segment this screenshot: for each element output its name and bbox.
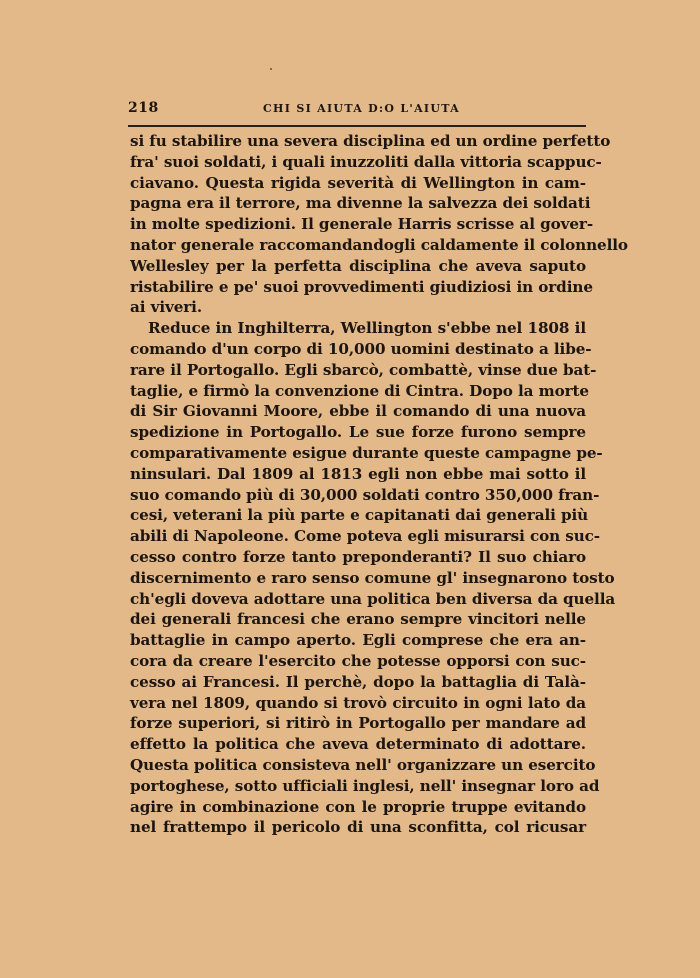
page-number: 218 [128,100,159,116]
text-line: discernimento e raro senso comune gl' insegnarono tosto [130,568,615,587]
text-line: taglie, e firmò la convenzione di Cintra. Dopo la morte [130,381,589,400]
text-line: fra' suoi soldati, i quali inuzzoliti dalla vittoria scappuc- [130,152,602,171]
text-line: effetto la politica che aveva determinato di adottare. [130,735,586,754]
text-line: cesso contro forze tanto preponderanti? Il suo chiaro [130,547,586,566]
text-line: dei generali francesi che erano sempre vincitori nelle [130,610,586,629]
text-line: nator generale raccomandandogli caldamente il colonnello [130,235,628,254]
text-line: Wellesley per la perfetta disciplina che aveva saputo [130,256,586,275]
text-line: cesi, veterani la più parte e capitanati dai generali più [130,506,589,525]
text-line: battaglie in campo aperto. Egli comprese che era an- [130,631,586,650]
text-line: vera nel 1809, quando si trovò circuito in ogni lato da [130,693,586,712]
text-line: in molte spedizioni. Il generale Harris scrisse al gover- [130,215,594,234]
text-line: comparativamente esigue durante queste campagne pe- [130,443,603,462]
text-line: pagna era il terrore, ma divenne la salvezza dei soldati [130,194,591,213]
text-line: Questa politica consisteva nell' organizzare un esercito [130,755,596,774]
body-text [130,131,628,838]
text-line: rare il Portogallo. Egli sbarcò, combattè, vinse due bat- [130,360,597,379]
text-line: cora da creare l'esercito che potesse opporsi con suc- [130,651,586,670]
text-line: forze superiori, si ritirò in Portogallo per mandare ad [130,714,586,733]
text-line: nel frattempo il pericolo di una sconfitta, col ricusar [130,818,586,837]
text-line: ristabilire e pe' suoi provvedimenti giudiziosi in ordine [130,277,593,296]
text-line: ai viveri. [130,298,203,317]
text-line: di Sir Giovanni Moore, ebbe il comando di una nuova [130,402,586,421]
text-line: ch'egli doveva adottare una politica ben diversa da quella [130,589,616,608]
page-header [128,100,586,120]
text-line: spedizione in Portogallo. Le sue forze furono sempre [130,423,586,442]
text-line: cesso ai Francesi. Il perchè, dopo la battaglia di Talà- [130,672,586,691]
paragraph-first-line: Reduce in Inghilterra, Wellington s'ebbe nel 1808 il [148,319,586,338]
text-line: si fu stabilire una severa disciplina ed un ordine perfetto [130,132,611,150]
text-line: comando d'un corpo di 10,000 uomini destinato a libe- [130,339,592,358]
text-line: portoghese, sotto ufficiali inglesi, nell' insegnar loro ad [130,776,600,795]
text-line: suo comando più di 30,000 soldati contro 350,000 fran- [130,485,600,504]
header-rule [128,125,586,127]
text-line: agire in combinazione con le proprie truppe evitando [130,797,586,816]
ink-speck [270,68,272,70]
text-line: ciavano. Questa rigida severità di Wellington in cam- [130,173,586,192]
running-title: CHI SI AIUTA D:O L'AIUTA [263,102,460,115]
text-line: abili di Napoleone. Come poteva egli misurarsi con suc- [130,527,601,546]
text-line: ninsulari. Dal 1809 al 1813 egli non ebbe mai sotto il [130,464,586,483]
